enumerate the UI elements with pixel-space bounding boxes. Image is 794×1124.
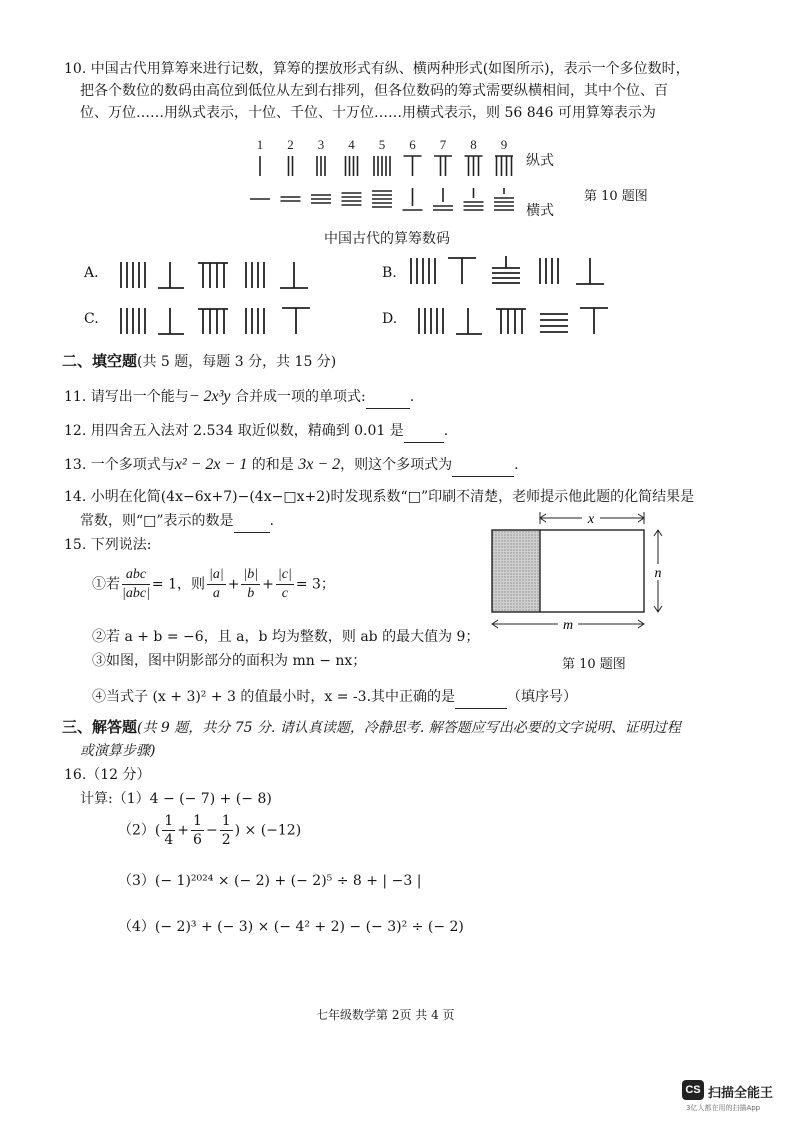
horizontal-label: 横式 xyxy=(526,203,554,219)
q16-p2-f1 xyxy=(162,812,175,849)
q15-s4-pre: ④当式子 (x + 3)² + 3 的值最小时，x = -3.其中正确的是 xyxy=(92,689,456,705)
q10-line3: 位、万位……用纵式表示，十位、千位、十万位……用横式表示，则 56 846 可用算筹表示为 xyxy=(80,105,656,121)
q15-rectangle-figure xyxy=(486,510,676,634)
q15-figure-label: 第 10 题图 xyxy=(562,657,626,672)
figure-label: 第 10 题图 xyxy=(584,189,648,204)
q13-expr2: 3x − 2 xyxy=(298,456,341,473)
q14-end: . xyxy=(269,513,274,529)
q15-answer-blank[interactable] xyxy=(455,686,507,709)
q16-p2-f3d: 2 xyxy=(221,832,231,848)
q15-s1-t3d: c xyxy=(281,586,288,601)
digit-label-8: 8 xyxy=(470,137,477,152)
q16-p2-f3 xyxy=(220,812,233,849)
q12-end: . xyxy=(443,423,449,439)
section2-heading: 二、填空题 xyxy=(62,352,138,370)
q15-s1-term3 xyxy=(276,566,294,603)
q13-post: ，则这个多项式为 xyxy=(340,457,453,473)
q12-answer-blank[interactable] xyxy=(404,420,444,443)
digit-label-5: 5 xyxy=(378,137,386,152)
q15-s1-t1d: a xyxy=(212,586,220,601)
section3-note2: 或演算步骤) xyxy=(80,743,156,759)
q16-p2-f2d: 6 xyxy=(193,832,202,848)
page-footer: 七年级数学第 2页 共 4 页 xyxy=(316,1008,455,1022)
q13 xyxy=(64,454,519,477)
vertical-label: 纵式 xyxy=(526,153,554,169)
q11 xyxy=(64,386,414,409)
digit-label-1: 1 xyxy=(256,137,264,152)
option-d-label: D. xyxy=(382,311,398,327)
q15-s1-term1 xyxy=(207,566,226,603)
q16-p2-f2 xyxy=(191,812,204,849)
q15-s1-t3n: |c| xyxy=(276,566,294,585)
vertical-rods xyxy=(260,156,513,176)
q10-line2: 把各个数位的数码由高位到低位从左到右排列，但各位数码的筹式需要纵横相间，其中个位、百 xyxy=(80,83,668,99)
q16-part3: （3）(− 1)²⁰²⁴ × (− 2) + (− 2)⁵ ÷ 8 + | −3 | xyxy=(118,873,422,889)
q15-s1-den: |abc| xyxy=(122,586,150,601)
q15-s2: ②若 a + b = −6，且 a，b 均为整数，则 ab 的最大值为 9； xyxy=(92,629,480,645)
q14-answer-blank[interactable] xyxy=(234,510,270,533)
section3-header xyxy=(62,716,681,739)
q13-end: . xyxy=(514,457,519,473)
option-c-label: C. xyxy=(84,311,99,327)
n-label: n xyxy=(654,566,662,581)
q15-s1-num: abc xyxy=(122,566,150,585)
section2-header xyxy=(62,350,336,373)
digit-label-6: 6 xyxy=(409,137,416,152)
section3-heading: 三、解答题 xyxy=(62,718,138,736)
q12 xyxy=(64,420,448,443)
q12-text: 12. 用四舍五入法对 2.534 取近似数，精确到 0.01 是 xyxy=(64,423,404,439)
option-b-rods xyxy=(406,252,616,292)
q16-p2-f2n: 1 xyxy=(193,813,202,829)
q14-line1: 14. 小明在化简(4x−6x+7)−(4x−□x+2)时发现系数“□”印刷不清楚，老师提示他此题的化简结果是 xyxy=(64,489,695,505)
q15-s4 xyxy=(92,686,577,709)
digit-labels xyxy=(257,137,508,152)
q13-answer-blank[interactable] xyxy=(452,454,514,477)
option-d-rods xyxy=(414,304,614,338)
q13-mid: 的和是 xyxy=(247,457,299,473)
q14-line2-wrap xyxy=(80,510,274,533)
figure-caption: 中国古代的算筹数码 xyxy=(324,231,450,247)
section3-note: (共 9 题，共分 75 分. 请认真读题，冷静思考. 解答题应写出必要的文字说明、证明过程 xyxy=(137,720,681,736)
q16-part1: 计算:（1）4 − (− 7) + (− 8) xyxy=(80,791,272,807)
rod-numeral-figure xyxy=(240,134,660,234)
shaded-region xyxy=(492,530,540,612)
q11-expr: − 2x³y xyxy=(188,388,231,405)
q13-expr1: x² − 2x − 1 xyxy=(174,456,248,473)
q15-s1-t1n: |a| xyxy=(207,566,226,585)
q16-part2: （2）( $\frac{1}{4}$ + $\frac{1}{6}$ − $\frac{1}{2}$ ) × (−12) xyxy=(118,813,302,848)
digit-label-7: 7 xyxy=(439,137,447,152)
digit-label-2: 2 xyxy=(287,137,294,152)
q13-pre: 13. 一个多项式与 xyxy=(64,457,175,473)
q15-intro: 15. 下列说法: xyxy=(64,537,152,553)
q16-p2-post: ) × (−12) xyxy=(234,822,302,839)
q10-line1: 10. 中国古代用算筹来进行记数，算筹的摆放形式有纵、横两种形式(如图所示)，表示一个多位数时， xyxy=(64,61,690,77)
q11-answer-blank[interactable] xyxy=(366,386,410,409)
q11-pre: 11. 请写出一个能与 xyxy=(64,389,189,405)
q15-s1-end: = 3； xyxy=(295,576,335,593)
q16-p2-f3n: 1 xyxy=(221,813,231,829)
option-a-rods xyxy=(116,258,316,292)
q14-line2: 常数，则“□”表示的数是 xyxy=(80,513,234,529)
q15-s1-eq: = 1，则 xyxy=(151,576,206,593)
digit-label-9: 9 xyxy=(500,137,508,152)
cs-badge-icon: CS xyxy=(682,1080,704,1100)
horizontal-rods xyxy=(250,188,514,210)
option-b-label: B. xyxy=(382,265,397,281)
q15-s1-t2d: b xyxy=(247,586,255,601)
option-c-rods xyxy=(116,304,326,338)
q16-head: 16.（12 分） xyxy=(64,767,151,783)
q16-p2-f1d: 4 xyxy=(164,832,174,848)
digit-label-4: 4 xyxy=(348,137,355,152)
q15-s3: ③如图，图中阴影部分的面积为 mn − nx； xyxy=(92,653,367,669)
watermark-brand: 扫描全能王 xyxy=(708,1086,774,1101)
q15-s4-post: （填序号） xyxy=(507,689,578,705)
q11-end: . xyxy=(409,389,415,405)
q16-p2-f1n: 1 xyxy=(164,813,174,829)
watermark-tagline: 3亿人都在用的扫描App xyxy=(686,1104,761,1112)
q15-s1-fraction xyxy=(122,566,150,603)
m-label: m xyxy=(562,618,574,633)
q11-post: 合并成一项的单项式: xyxy=(230,389,366,405)
x-label: x xyxy=(587,512,595,527)
option-a-label: A. xyxy=(84,265,99,281)
scanner-watermark xyxy=(682,1080,784,1114)
q15-s1-t2n: |b| xyxy=(241,566,260,585)
section2-note: (共 5 题，每题 3 分，共 15 分) xyxy=(137,354,337,370)
q15-s1: ①若 $\frac{\text{abc}}{\text{|abc|}}$ = 1，则 $\frac{|a|}{a}$ + $\frac{|b|}{b}$ + $\frac{|c|}{c}$ = 3； xyxy=(92,567,335,601)
q16-part4: （4）(− 2)³ + (− 3) × (− 4² + 2) − (− 3)² ÷ (− 2) xyxy=(118,919,464,935)
q16-p2-pre: （2）( xyxy=(118,822,161,839)
q15-s1-pre: ①若 xyxy=(92,576,120,593)
digit-label-3: 3 xyxy=(317,137,325,152)
q15-s1-term2 xyxy=(241,566,260,603)
